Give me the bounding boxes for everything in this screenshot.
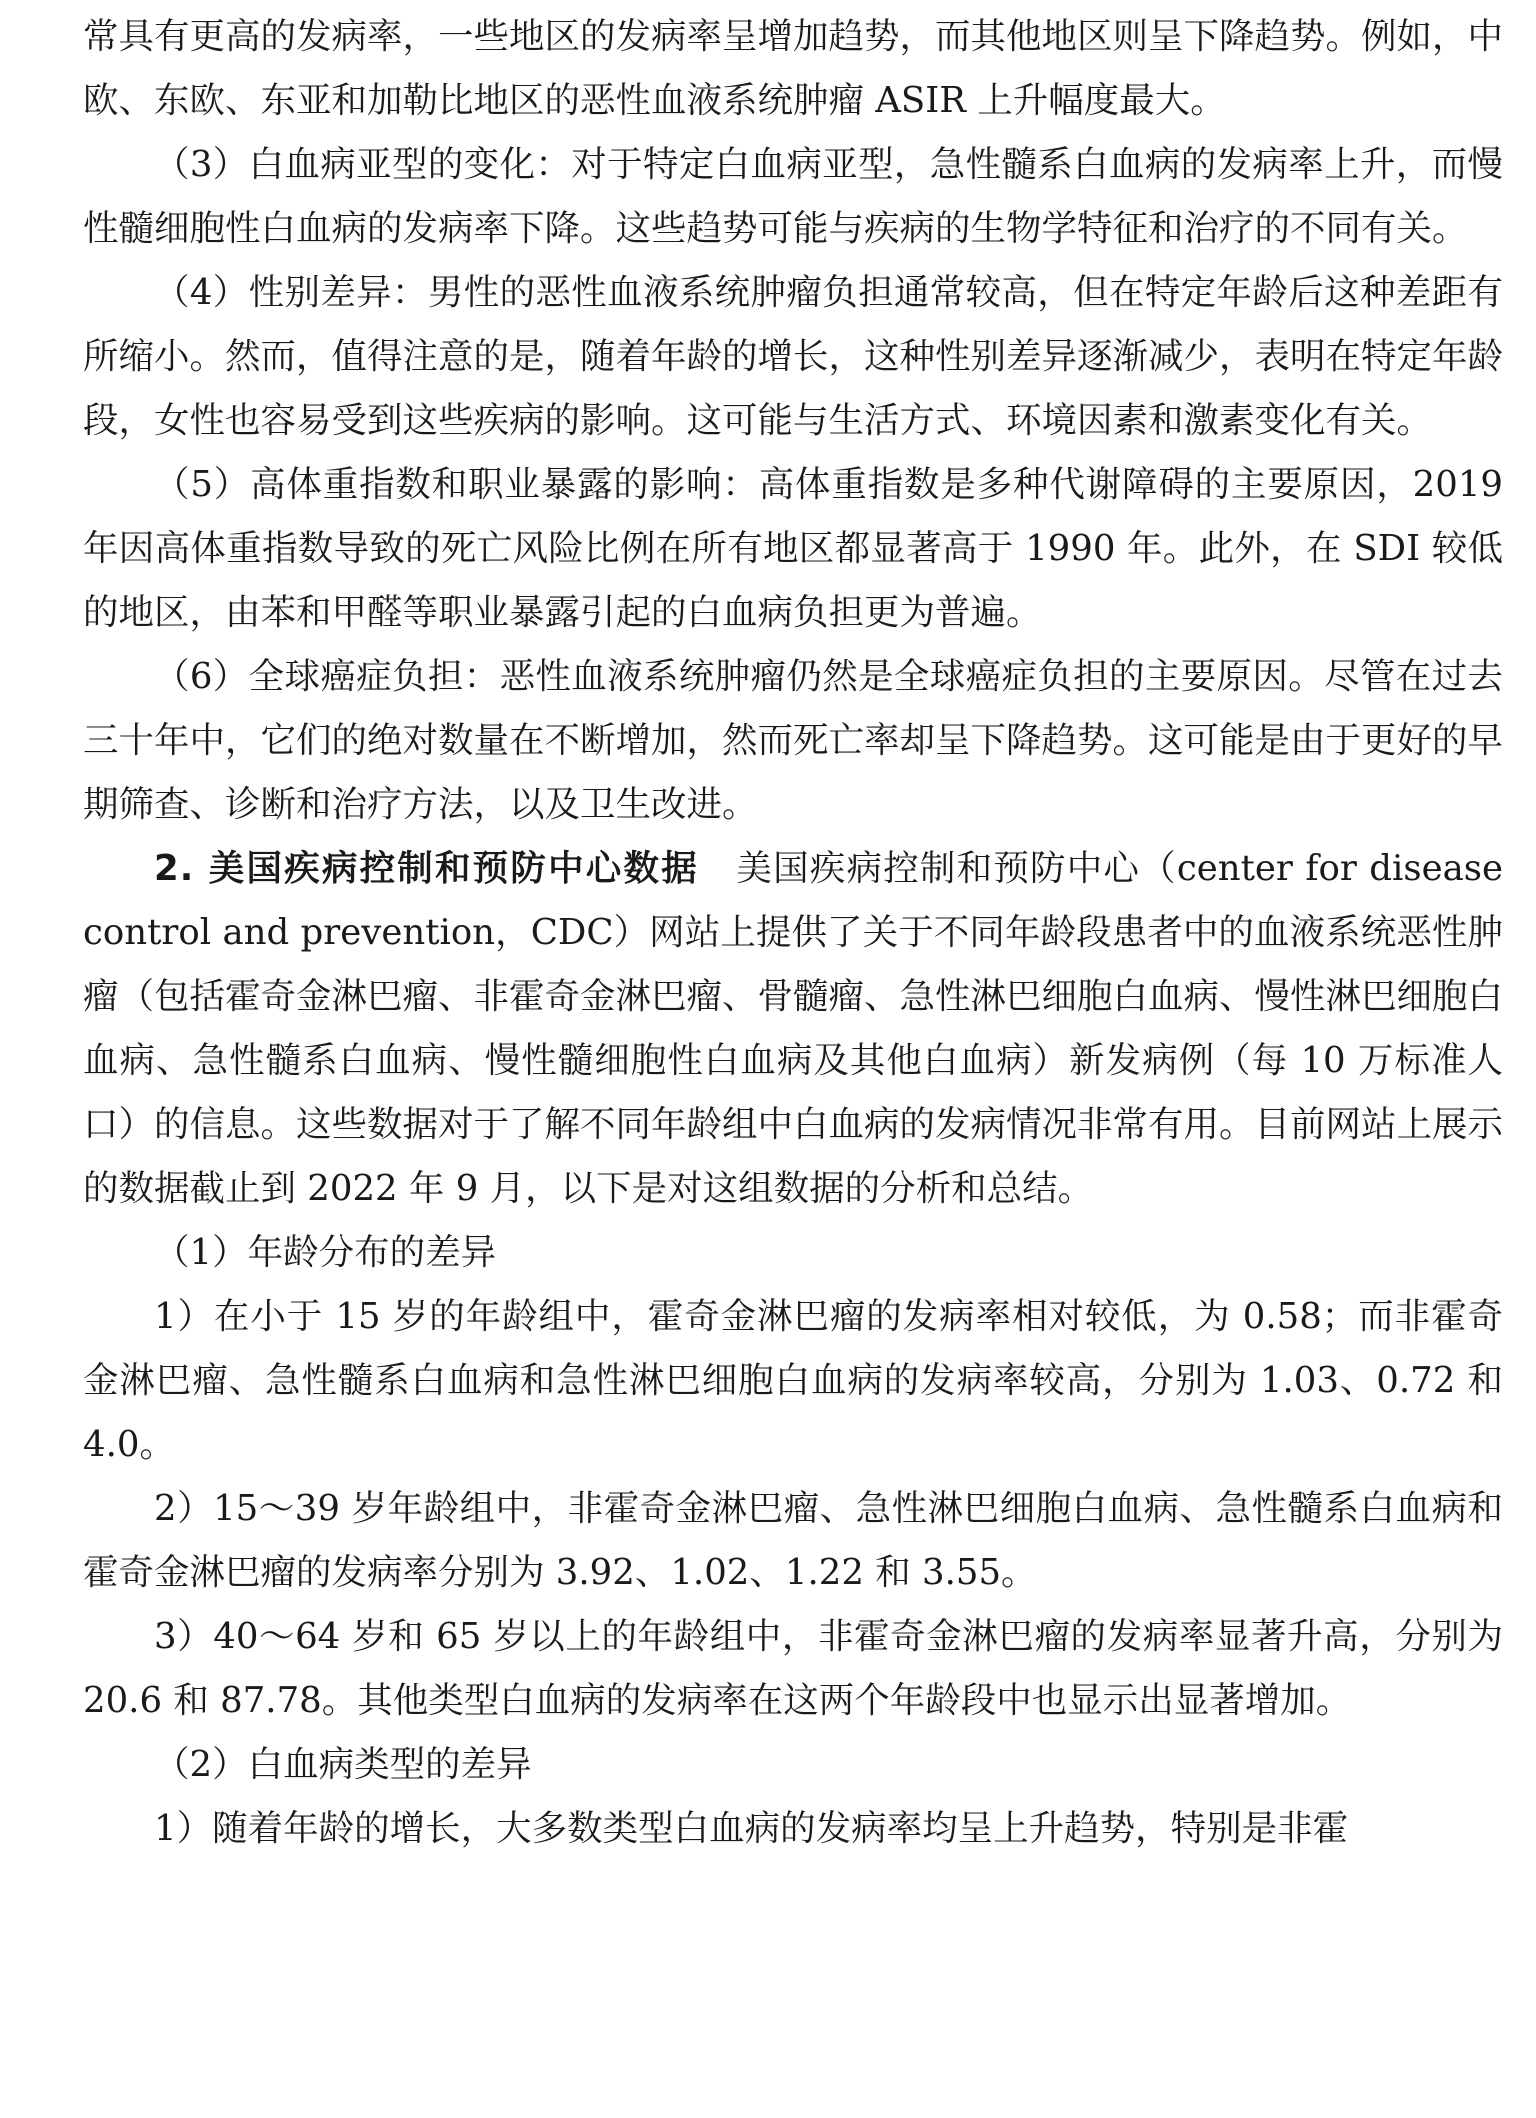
paragraph-continuation: 常具有更高的发病率，一些地区的发病率呈增加趋势，而其他地区则呈下降趋势。例如，中欧、东欧、东亚和加勒比地区的恶性血液系统肿瘤 ASIR 上升幅度最大。 [83,16,1504,121]
paragraph-gender-difference: （4）性别差异：男性的恶性血液系统肿瘤负担通常较高，但在特定年龄后这种差距有所缩小。然而，值得注意的是，随着年龄的增长，这种性别差异逐渐减少，表明在特定年龄段，女性也容易受到这些疾病的影响。这可能与生活方式、环境因素和激素变化有关。 [83,272,1504,441]
paragraph-age-trend: 1）随着年龄的增长，大多数类型白血病的发病率均呈上升趋势，特别是非霍 [154,1808,1349,1849]
cdc-body-text: 美国疾病控制和预防中心（center for disease control and prevention，CDC）网站上提供了关于不同年龄段患者中的血液系统恶性肿瘤（包括霍奇金淋巴瘤、非霍奇金淋巴瘤、骨髓瘤、急性淋巴细胞白血病、慢性淋巴细胞白血病、急性髓系白血病、慢性髓细胞性白血病及其他白血病）新发病例（每 10 万标准人口）的信息。这些数据对于了解不同年龄组中白血病的发病情况非常有用。目前网站上展示的数据截止到 2022 年 9 月，以下是对这组数据的分析和总结。 [83,848,1504,1209]
body-text [83,5,1503,1861]
section-heading-cdc: 2. 美国疾病控制和预防中心数据 [154,848,699,889]
subheading-age-distribution: （1）年龄分布的差异 [154,1232,497,1273]
paragraph-under-15: 1）在小于 15 岁的年龄组中，霍奇金淋巴瘤的发病率相对较低，为 0.58；而非霍奇金淋巴瘤、急性髓系白血病和急性淋巴细胞白血病的发病率较高，分别为 1.03、0.72 和 4.0。 [83,1296,1503,1465]
paragraph-15-39: 2）15～39 岁年龄组中，非霍奇金淋巴瘤、急性淋巴细胞白血病、急性髓系白血病和霍奇金淋巴瘤的发病率分别为 3.92、1.02、1.22 和 3.55。 [83,1488,1503,1593]
paragraph-bmi-occupational: （5）高体重指数和职业暴露的影响：高体重指数是多种代谢障碍的主要原因，2019 年因高体重指数导致的死亡风险比例在所有地区都显著高于 1990 年。此外，在 SDI 较低的地区，由苯和甲醛等职业暴露引起的白血病负担更为普遍。 [83,464,1503,633]
paragraph-leukemia-subtypes: （3）白血病亚型的变化：对于特定白血病亚型，急性髓系白血病的发病率上升，而慢性髓细胞性白血病的发病率下降。这些趋势可能与疾病的生物学特征和治疗的不同有关。 [83,144,1503,249]
paragraph-40-64-65plus: 3）40～64 岁和 65 岁以上的年龄组中，非霍奇金淋巴瘤的发病率显著升高，分别为 20.6 和 87.78。其他类型白血病的发病率在这两个年龄段中也显示出显著增加。 [83,1616,1503,1721]
paragraph-cdc-data [83,837,1503,1221]
paragraph-global-burden: （6）全球癌症负担：恶性血液系统肿瘤仍然是全球癌症负担的主要原因。尽管在过去三十年中，它们的绝对数量在不断增加，然而死亡率却呈下降趋势。这可能是由于更好的早期筛查、诊断和治疗方法，以及卫生改进。 [83,656,1504,825]
subheading-leukemia-types: （2）白血病类型的差异 [154,1744,532,1785]
